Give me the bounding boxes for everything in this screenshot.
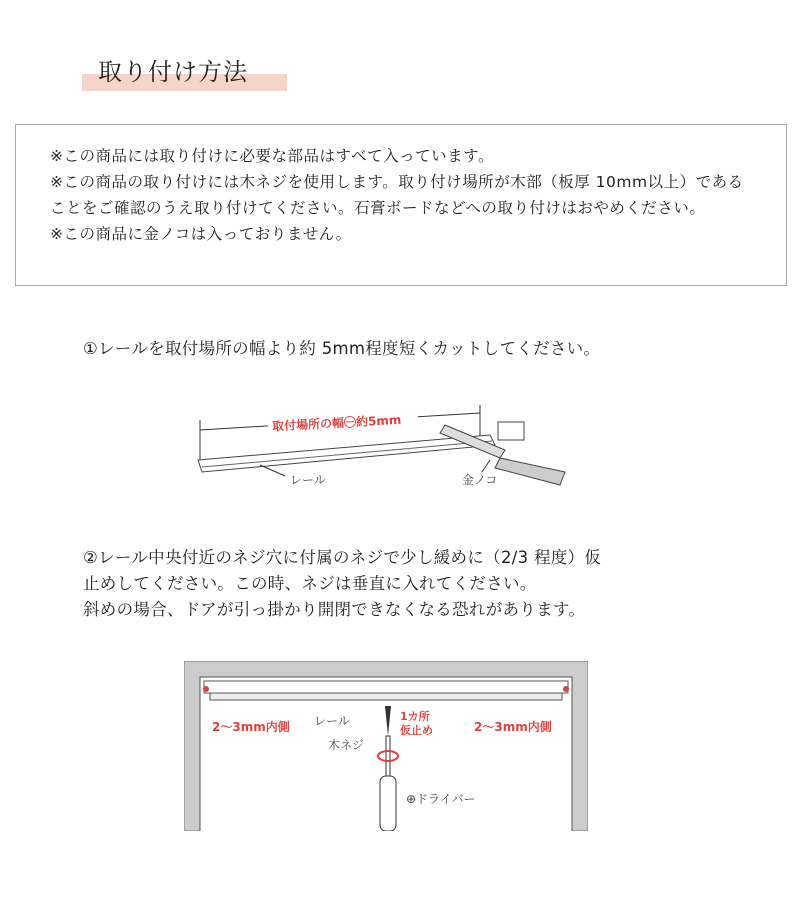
temp-fix-label: 仮止め <box>400 724 433 737</box>
width-label: 取付場所の幅㊀約5mm <box>271 412 402 434</box>
notice-line: ※この商品には取り付けに必要な部品はすべて入っています。 <box>50 147 494 165</box>
rail-label: レール <box>290 473 326 487</box>
notice-box <box>15 124 787 286</box>
rail-cut-diagram <box>190 400 580 500</box>
step2-text <box>83 545 601 623</box>
saw-label: 金ノコ <box>462 473 498 487</box>
notice-line: ※この商品の取り付けには木ネジを使用します。取り付け場所が木部（板厚 10mm以上）であることをご確認のうえ取り付けてください。石膏ボードなどへの取り付けはおやめください。 <box>50 173 744 217</box>
right-gap-label: 2～3mm内側 <box>474 720 552 734</box>
step1-text: ①レールを取付場所の幅より約 5mm程度短くカットしてください。 <box>83 339 601 358</box>
rail-label: レール <box>314 714 350 728</box>
notice-line: ※この商品に金ノコは入っておりません。 <box>50 225 352 243</box>
rail <box>204 681 568 693</box>
step2-line: 斜めの場合、ドアが引っ掛かり開閉できなくなる恐れがあります。 <box>83 600 586 619</box>
section-title: 取り付け方法 <box>98 58 248 86</box>
step2-line: 止めしてください。この時、ネジは垂直に入れてください。 <box>83 574 537 593</box>
rail <box>198 435 495 472</box>
end-cap <box>498 422 524 440</box>
step2-line: ②レール中央付近のネジ穴に付属のネジで少し緩めに（2/3 程度）仮 <box>83 548 602 567</box>
saw <box>495 458 565 485</box>
screw-label: 木ネジ <box>328 738 365 752</box>
driver-label: ⊕ドライバー <box>406 792 476 806</box>
rail-mount-diagram <box>184 661 588 831</box>
one-place-label: 1カ所 <box>400 710 430 723</box>
left-gap-label: 2～3mm内側 <box>212 720 290 734</box>
screwdriver <box>380 776 396 831</box>
